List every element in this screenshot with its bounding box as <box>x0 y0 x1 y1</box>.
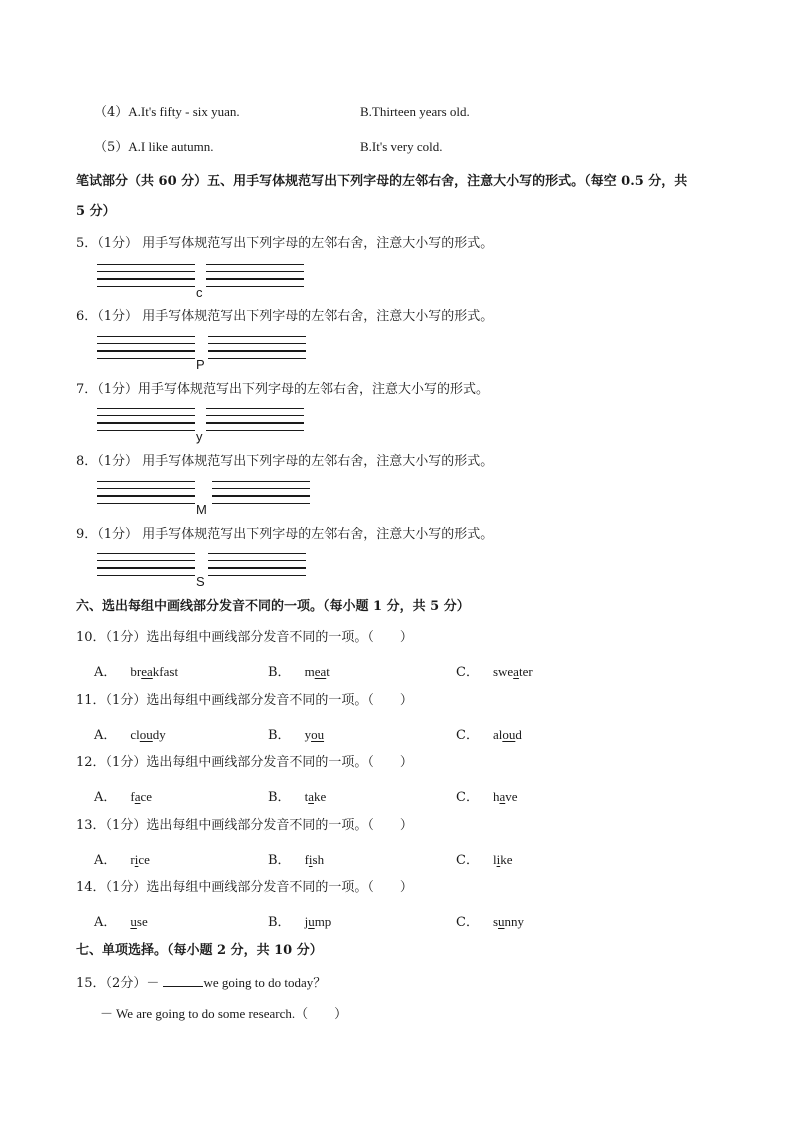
given-letter: S <box>196 574 205 589</box>
option-label: B． <box>268 853 291 868</box>
option-b[interactable] <box>268 786 326 806</box>
question-15-response: － We are going to do some research.（ ） <box>100 1006 348 1021</box>
option-word <box>493 852 513 867</box>
word-suffix: dy <box>152 727 166 742</box>
word-suffix: t <box>326 664 330 679</box>
question-12-stem: 12．（1分）选出每组中画线部分发音不同的一项。（ ） <box>76 755 413 770</box>
word-suffix: ce <box>140 789 153 804</box>
option-a[interactable] <box>94 724 166 744</box>
option-c[interactable] <box>456 911 524 931</box>
word-prefix: f <box>130 789 135 804</box>
option-word <box>130 664 178 679</box>
given-letter: y <box>196 429 203 444</box>
question-14-stem: 14．（1分）选出每组中画线部分发音不同的一项。（ ） <box>76 880 413 895</box>
option-word <box>493 789 518 804</box>
option-b: B.Thirteen years old. <box>360 104 470 119</box>
writing-lines-left[interactable] <box>97 264 195 294</box>
option-label: C． <box>456 728 479 743</box>
word-prefix: al <box>492 727 503 742</box>
option-word <box>130 789 152 804</box>
underlined-letters: ea <box>141 664 153 679</box>
writing-lines-right[interactable] <box>206 408 304 438</box>
word-prefix: l <box>492 852 497 867</box>
word-suffix: ve <box>505 789 518 804</box>
given-letter: P <box>196 357 205 372</box>
option-c[interactable] <box>456 786 518 806</box>
underlined-letters: a <box>499 789 506 804</box>
word-prefix: h <box>492 789 500 804</box>
option-label: B． <box>268 728 291 743</box>
option-word <box>305 789 327 804</box>
underlined-letters: ou <box>139 727 153 742</box>
option-c[interactable] <box>456 849 512 869</box>
option-word <box>305 852 325 867</box>
section-6-header: 六、选出每组中画线部分发音不同的一项。（每小题 1 分，共 5 分） <box>76 599 470 614</box>
question-15: 15．（2分）－ we going to do today？ <box>76 975 327 991</box>
word-prefix: swe <box>492 664 514 679</box>
underlined-letters: i <box>496 852 501 867</box>
writing-lines-right[interactable] <box>208 336 306 366</box>
underlined-letters: a <box>134 789 141 804</box>
underlined-letters: ou <box>502 727 516 742</box>
word-suffix: mp <box>314 914 332 929</box>
writing-lines-left[interactable] <box>97 553 195 583</box>
word-prefix: r <box>130 852 135 867</box>
word-prefix: m <box>304 664 315 679</box>
option-b[interactable] <box>268 661 330 681</box>
question-6: 6．（1分） 用手写体规范写出下列字母的左邻右舍，注意大小写的形式。 <box>76 309 494 324</box>
word-prefix: br <box>130 664 142 679</box>
section-7-header: 七、单项选择。（每小题 2 分，共 10 分） <box>76 943 323 958</box>
word-suffix: nny <box>504 914 525 929</box>
underlined-letters: i <box>134 852 139 867</box>
question-13-stem: 13．（1分）选出每组中画线部分发音不同的一项。（ ） <box>76 818 413 833</box>
word-suffix: ce <box>138 852 150 867</box>
answer-blank[interactable] <box>163 974 203 987</box>
option-label: A． <box>94 915 117 930</box>
underlined-letters: u <box>498 914 505 929</box>
word-prefix: cl <box>130 727 140 742</box>
option-label: C． <box>456 790 479 805</box>
listening-item-4: （4）A.It's fifty - six yuan. <box>94 104 240 120</box>
given-letter: M <box>196 502 207 517</box>
option-b[interactable] <box>268 849 324 869</box>
option-a[interactable] <box>94 661 178 681</box>
underlined-letters: u <box>130 914 137 929</box>
word-suffix: ter <box>518 664 533 679</box>
option-b: B.It's very cold. <box>360 139 443 154</box>
option-word <box>130 852 150 867</box>
option-label: B． <box>268 665 291 680</box>
option-word <box>305 664 330 679</box>
word-suffix: ke <box>500 852 513 867</box>
option-label: C． <box>456 853 479 868</box>
option-label: A． <box>94 728 117 743</box>
option-a[interactable] <box>94 849 150 869</box>
writing-lines-right[interactable] <box>212 481 310 511</box>
section-5-header-cont: 5 分） <box>76 204 116 219</box>
word-prefix: j <box>304 914 309 929</box>
word-prefix: s <box>492 914 499 929</box>
underlined-letters: ea <box>314 664 327 679</box>
option-b[interactable] <box>268 911 331 931</box>
underlined-letters: i <box>308 852 313 867</box>
question-8: 8．（1分） 用手写体规范写出下列字母的左邻右舍，注意大小写的形式。 <box>76 454 494 469</box>
listening-item-5: （5）A.I like autumn. <box>94 139 214 155</box>
option-c[interactable] <box>456 661 533 681</box>
question-9: 9．（1分） 用手写体规范写出下列字母的左邻右舍，注意大小写的形式。 <box>76 527 494 542</box>
option-a: A.It's fifty - six yuan. <box>128 104 240 119</box>
question-5: 5．（1分） 用手写体规范写出下列字母的左邻右舍，注意大小写的形式。 <box>76 236 494 251</box>
question-10-stem: 10．（1分）选出每组中画线部分发音不同的一项。（ ） <box>76 630 413 645</box>
underlined-letters: a <box>308 789 314 804</box>
option-c[interactable] <box>456 724 522 744</box>
option-label: A． <box>94 790 117 805</box>
word-prefix: y <box>304 727 312 742</box>
underlined-letters: a <box>513 664 519 679</box>
option-label: C． <box>456 915 479 930</box>
word-prefix: t <box>304 789 309 804</box>
question-7: 7．（1分）用手写体规范写出下列字母的左邻右舍，注意大小写的形式。 <box>76 382 490 397</box>
writing-lines-left[interactable] <box>97 336 195 366</box>
option-b[interactable] <box>268 724 324 744</box>
given-letter: c <box>196 285 203 300</box>
option-a: A.I like autumn. <box>128 139 214 154</box>
option-word <box>493 664 533 679</box>
underlined-letters: u <box>308 914 315 929</box>
option-word <box>130 914 147 929</box>
option-word <box>305 914 332 929</box>
writing-lines-right[interactable] <box>206 264 304 294</box>
option-a[interactable] <box>94 911 148 931</box>
option-a[interactable] <box>94 786 152 806</box>
section-5-header: 笔试部分（共 60 分）五、用手写体规范写出下列字母的左邻右舍，注意大小写的形式。（每空 0.5 分，共 <box>76 174 688 189</box>
option-label: B． <box>268 790 291 805</box>
option-word <box>305 727 325 742</box>
word-prefix: f <box>304 852 309 867</box>
writing-lines-left[interactable] <box>97 481 195 511</box>
underlined-letters: ou <box>311 727 325 742</box>
option-label: B． <box>268 915 291 930</box>
writing-lines-left[interactable] <box>97 408 195 438</box>
question-11-stem: 11．（1分）选出每组中画线部分发音不同的一项。（ ） <box>76 693 413 708</box>
word-suffix: ke <box>313 789 327 804</box>
option-word <box>493 914 524 929</box>
word-suffix: kfast <box>152 664 179 679</box>
word-suffix: se <box>136 914 148 929</box>
word-suffix: d <box>515 727 522 742</box>
writing-lines-right[interactable] <box>208 553 306 583</box>
option-label: A． <box>94 853 117 868</box>
option-word <box>130 727 165 742</box>
option-label: C． <box>456 665 479 680</box>
option-word <box>493 727 522 742</box>
word-suffix: sh <box>312 852 325 867</box>
option-label: A． <box>94 665 117 680</box>
